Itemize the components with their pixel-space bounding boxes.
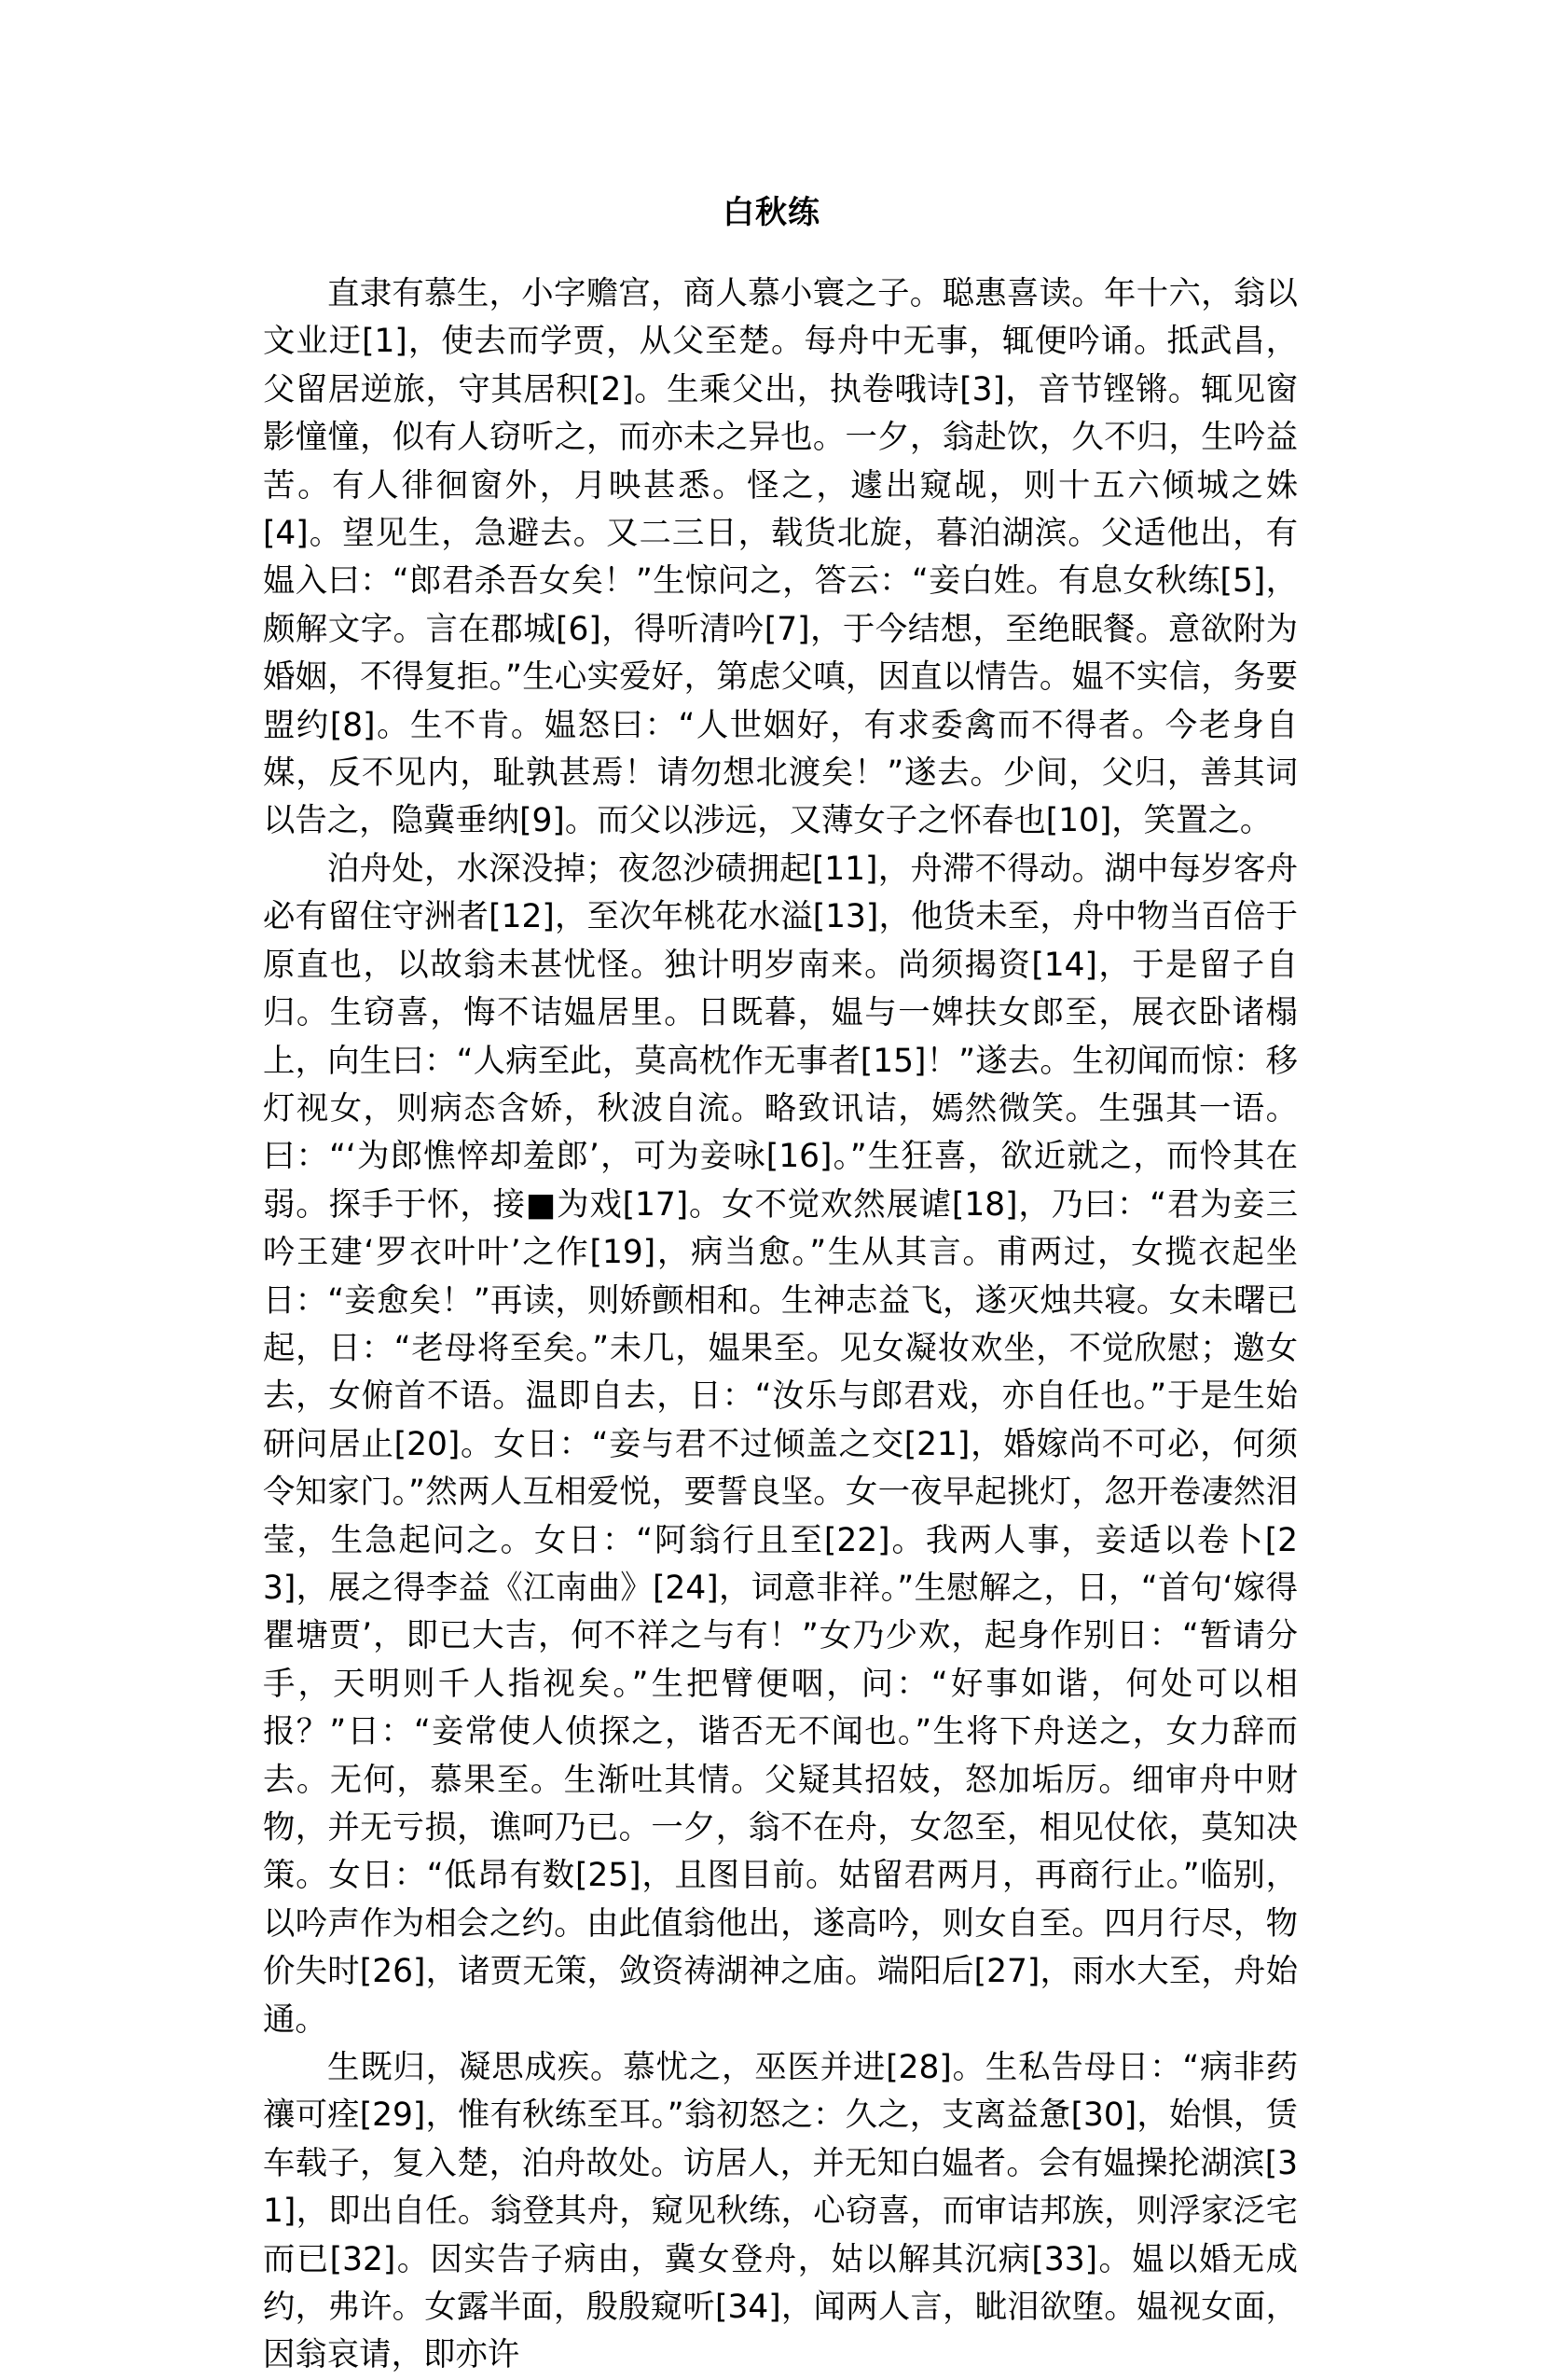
paragraph-2: 泊舟处，水深没掉；夜忽沙碛拥起[11]，舟滞不得动。湖中每岁客舟必有留住守洲者[12]，至次年桃花水溢[13]，他货未至，舟中物当百倍于原直也，以故翁未甚忧怪。独计明岁南来。尚须揭资[14]，于是留子自归。生窃喜，悔不诘媪居里。日既暮，媪与一婢扶女郎至，展衣卧诸榻上，向生曰：“人病至此，莫高枕作无事者[15]！”遂去。生初闻而惊：移灯视女，则病态含娇，秋波自流。略致讯诘，嫣然微笑。生强其一语。曰：“‘为郎憔悴却羞郎’，可为妾咏[16]。”生狂喜，欲近就之，而怜其在弱。探手于怀，接■为戏[17]。女不觉欢然展谑[18]，乃曰：“君为妾三吟王建‘罗衣叶叶’之作[19]，病当愈。”生从其言。甫两过，女揽衣起坐日：“妾愈矣！”再读，则娇颤相和。生神志益飞，遂灭烛共寝。女未曙已起，日：“老母将至矣。”未几，媪果至。见女凝妆欢坐，不觉欣慰；邀女去，女俯首不语。温即自去，日：“汝乐与郎君戏，亦自任也。”于是生始研问居止[20]。女日：“妾与君不过倾盖之交[21]，婚嫁尚不可必，何须令知家门。”然两人互相爱悦，要誓良坚。女一夜早起挑灯，忽开卷凄然泪莹，生急起问之。女日：“阿翁行且至[22]。我两人事，妾适以卷卜[23]，展之得李益《江南曲》[24]，词意非祥。”生慰解之，日，“首句‘嫁得瞿塘贾’，即已大吉，何不祥之与有！”女乃少欢，起身作别日：“暂请分手，天明则千人指视矣。”生把臂便咽，问：“好事如谐，何处可以相报？”日：“妾常使人侦探之，谐否无不闻也。”生将下舟送之，女力辞而去。无何，慕果至。生渐吐其情。父疑其招妓，怒加垢厉。细审舟中财物，并无亏损，谯呵乃已。一夕，翁不在舟，女忽至，相见仗依，莫知决策。女日：“低昂有数[25]，且图目前。姑留君两月，再商行止。”临别，以吟声作为相会之约。由此值翁他出，遂高吟，则女自至。四月行尽，物价失时[26]，诸贾无策，敛资祷湖神之庙。端阳后[27]，雨水大至，舟始通。 (263, 850, 1298, 2039)
paragraph-1: 直隶有慕生，小字赡宫，商人慕小寰之子。聪惠喜读。年十六，翁以文业迂[1]，使去而学贾，从父至楚。每舟中无事，辄便吟诵。抵武昌，父留居逆旅，守其居积[2]。生乘父出，执卷哦诗[3]，音节铿锵。辄见窗影憧憧，似有人窃听之，而亦未之异也。一夕，翁赴饮，久不归，生吟益苦。有人徘徊窗外，月映甚悉。怪之，遽出窥觇，则十五六倾城之姝[4]。望见生，急避去。又二三日，载货北旋，暮泊湖滨。父适他出，有媪入曰：“郎君杀吾女矣！”生惊问之，答云：“妾白姓。有息女秋练[5]，颇解文字。言在郡城[6]，得听清吟[7]，于今结想，至绝眠餐。意欲附为婚姻，不得复拒。”生心实爱好，第虑父嗔，因直以情告。媪不实信，务要盟约[8]。生不肯。媪怒曰：“人世姻好，有求委禽而不得者。今老身自媒，反不见内，耻孰甚焉！请勿想北渡矣！”遂去。少间，父归，善其词以告之，隐冀垂纳[9]。而父以涉远，又薄女子之怀春也[10]，笑置之。 (263, 275, 1298, 840)
document-title: 白秋练 (723, 194, 820, 231)
document-body (263, 270, 1298, 2380)
paragraph-3: 生既归，凝思成疾。慕忧之，巫医并进[28]。生私告母日：“病非药禳可痊[29]，惟有秋练至耳。”翁初怒之：久之，支离益惫[30]，始惧，赁车载子，复入楚，泊舟故处。访居人，并无知白媪者。会有媪操抡湖滨[31]，即出自任。翁登其舟，窥见秋练，心窃喜，而审诘邦族，则浮家泛宅而已[32]。因实告子病由，冀女登舟，姑以解其沉病[33]。媪以婚无成约，弗许。女露半面，殷殷窥听[34]，闻两人言，眦泪欲堕。媪视女面，因翁哀请，即亦许 (263, 2049, 1298, 2374)
